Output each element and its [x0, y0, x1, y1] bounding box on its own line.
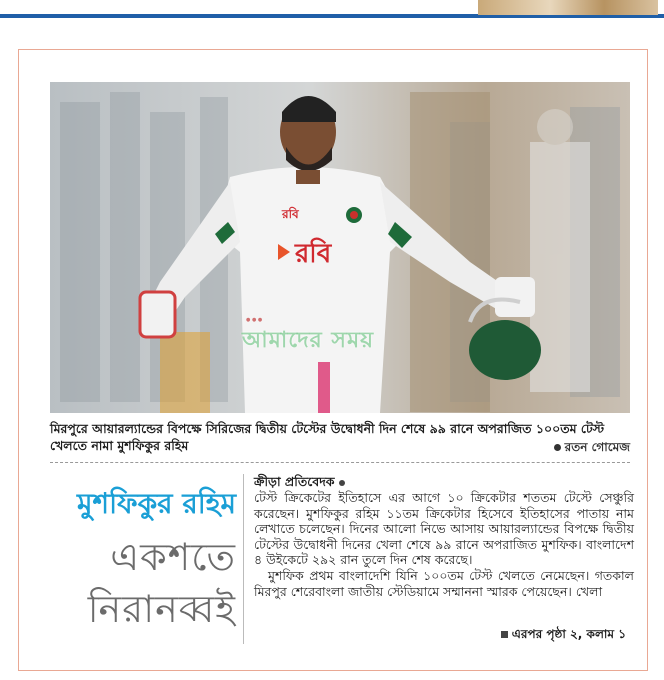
byline-text: ক্রীড়া প্রতিবেদক: [254, 474, 335, 489]
column-rule: [243, 474, 244, 644]
article-photo: [50, 82, 630, 413]
headline-line2: একশতে: [110, 535, 236, 579]
bullet-icon: [339, 480, 345, 486]
body-paragraph-2: মুশফিক প্রথম বাংলাদেশি যিনি ১০০তম টেস্ট খেলতে নেমেছেন। গতকাল মিরপুর শেরেবাংলা জাতীয় স্টেডিয়ামে সম্মাননা স্মারক পেয়েছেন। খেলা: [254, 567, 634, 599]
continued-text: এরপর পৃষ্ঠা ২, কলাম ১: [511, 627, 626, 641]
cricketer-photo: [50, 82, 630, 413]
continued-link[interactable]: [501, 626, 626, 646]
watermark-tag: ● ● ●: [246, 317, 263, 323]
watermark: আমাদের সময়: [242, 328, 375, 353]
credit-text: রতন গোমেজ: [564, 440, 630, 454]
article-body: [254, 490, 634, 599]
top-thumbnail: [478, 0, 658, 15]
photo-caption: মিরপুরে আয়ারল্যান্ডের বিপক্ষে সিরিজের দ্বিতীয় টেস্টের উদ্বোধনী দিন শেষে ৯৯ রানে অপরাজিত ১০০তম টেস্ট খেলতে নামা মুশফিকুর রহিম: [50, 421, 605, 453]
square-bullet-icon: [501, 631, 508, 638]
bullet-icon: [554, 444, 561, 451]
sponsor-logo: রবি: [295, 239, 332, 269]
headline-name: মুশফিকুর রহিম: [77, 487, 236, 520]
top-bar: [0, 0, 664, 22]
sponsor-logo-small: রবি: [282, 207, 299, 221]
photo-credit: [554, 439, 630, 459]
body-paragraph-1: টেস্ট ক্রিকেটের ইতিহাসে এর আগে ১০ ক্রিকেটার শততম টেস্টে সেঞ্চুরি করেছেন। মুশফিকুর রহিম ১১তম ক্রিকেটার হিসেবে ইতিহাসের পাতায় নাম লেখাতে চলেছেন। দিনের আলো নিভে আসায় আয়ারল্যান্ডের বিপক্ষে দ্বিতীয় টেস্টের উদ্বোধনী দিনের খেলা শেষে ৯৯ রানে অপরাজিত মুশফিক। বাংলাদেশ ৪ উইকেটে ২৯২ রান তুলে দিন শেষ করেছে।: [254, 490, 634, 568]
headline-line3: নিরানব্বই: [87, 587, 236, 631]
caption-divider: [50, 462, 630, 463]
